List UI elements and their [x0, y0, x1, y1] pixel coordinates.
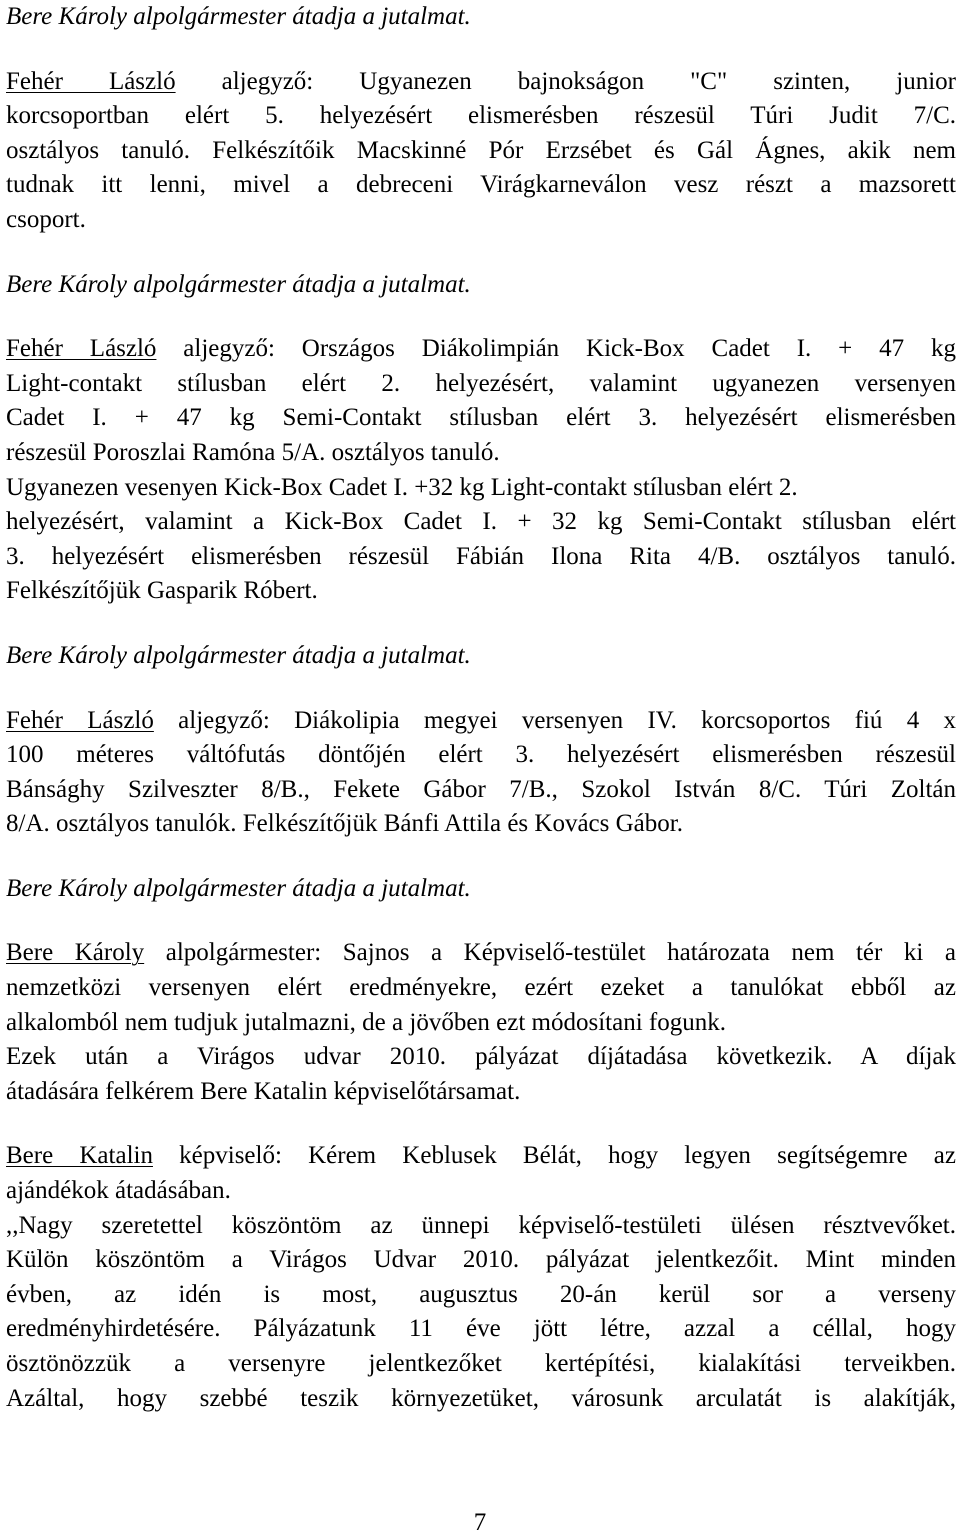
- speech-paragraph: [6, 1139, 956, 1416]
- line-text: alpolgármester: Sajnos a Képviselő-testület határozata nem tér ki a: [144, 939, 956, 967]
- text-line: tudnak itt lenni, mivel a debreceni Virágkarneválon vesz részt a mazsorett: [6, 171, 956, 199]
- text-line: eredményhirdetésére. Pályázatunk 11 éve jött létre, azzal a céllal, hogy: [6, 1315, 956, 1343]
- speech-paragraph: [6, 936, 956, 1109]
- document-page: [6, 0, 956, 1416]
- speech-paragraph: [6, 704, 956, 842]
- action-line: Bere Károly alpolgármester átadja a jutalmat.: [6, 3, 471, 30]
- text-line: Felkészítőjük Gasparik Róbert.: [6, 577, 318, 605]
- page-number: 7: [473, 1509, 487, 1536]
- text-line: részesül Poroszlai Ramóna 5/A. osztályos tanuló.: [6, 438, 500, 466]
- spacer: [6, 906, 956, 936]
- text-line: átadására felkérem Bere Katalin képviselőtársamat.: [6, 1077, 521, 1105]
- speaker-name: Fehér László: [6, 706, 154, 734]
- text-line: Light-contakt stílusban elért 2. helyezésért, valamint ugyanezen versenyen: [6, 369, 956, 397]
- line-text: aljegyző: Ugyanezen bajnokságon "C" szinten, junior: [175, 67, 957, 95]
- text-line: ajándékok átadásában.: [6, 1177, 231, 1205]
- text-line: Azáltal, hogy szebbé teszik környezetüket, városunk arculatát is alakítják,: [6, 1384, 956, 1412]
- text-line: ,,Nagy szeretettel köszöntöm az ünnepi képviselő-testületi ülésen résztvevőket.: [6, 1211, 956, 1239]
- text-line: Cadet I. + 47 kg Semi-Contakt stílusban elért 3. helyezésért elismerésben: [6, 404, 956, 432]
- spacer: [6, 1109, 956, 1139]
- line-text: képviselő: Kérem Keblusek Bélát, hogy legyen segítségemre az: [152, 1142, 956, 1170]
- spacer: [6, 674, 956, 704]
- speech-paragraph: [6, 332, 956, 609]
- text-line: nemzetközi versenyen elért eredményekre, ezért ezeket a tanulókat ebből az: [6, 974, 956, 1002]
- action-line: Bere Károly alpolgármester átadja a jutalmat.: [6, 874, 471, 902]
- text-line: [6, 704, 956, 739]
- spacer: [6, 238, 956, 268]
- speaker-name: Bere Katalin: [6, 1142, 153, 1170]
- text-line: Ugyanezen vesenyen Kick-Box Cadet I. +32 kg Light-contakt stílusban elért 2.: [6, 473, 798, 501]
- text-line: [6, 65, 956, 100]
- speech-paragraph: [6, 65, 956, 238]
- text-line: [6, 936, 956, 971]
- text-line: [6, 332, 956, 367]
- speaker-name: Bere Károly: [6, 939, 145, 967]
- text-line: Külön köszöntöm a Virágos Udvar 2010. pályázat jelentkezőit. Mint minden: [6, 1246, 956, 1274]
- spacer: [6, 35, 956, 65]
- text-line: alkalomból nem tudjuk jutalmazni, de a jövőben ezt módosítani fogunk.: [6, 1008, 726, 1036]
- text-line: 8/A. osztályos tanulók. Felkészítőjük Bánfi Attila és Kovács Gábor.: [6, 810, 683, 838]
- text-line: Ezek után a Virágos udvar 2010. pályázat díjátadása következik. A díjak: [6, 1043, 956, 1071]
- spacer: [6, 842, 956, 872]
- text-line: osztályos tanuló. Felkészítőik Macskinné Pór Erzsébet és Gál Ágnes, akik nem: [6, 136, 956, 164]
- text-line: 3. helyezésért elismerésben részesül Fábián Ilona Rita 4/B. osztályos tanuló.: [6, 542, 956, 570]
- speaker-name: Fehér László: [6, 335, 157, 363]
- text-line: Bánsághy Szilveszter 8/B., Fekete Gábor 7/B., Szokol István 8/C. Túri Zoltán: [6, 775, 956, 803]
- action-line: Bere Károly alpolgármester átadja a jutalmat.: [6, 270, 471, 298]
- text-line: korcsoportban elért 5. helyezésért elismerésben részesül Túri Judit 7/C.: [6, 102, 956, 130]
- line-text: aljegyző: Országos Diákolimpián Kick-Box Cadet I. + 47 kg: [156, 335, 956, 363]
- spacer: [6, 302, 956, 332]
- line-text: aljegyző: Diákolipia megyei versenyen IV. korcsoportos fiú 4 x: [153, 706, 956, 734]
- text-line: 100 méteres váltófutás döntőjén elért 3. helyezésért elismerésben részesül: [6, 741, 956, 769]
- text-line: évben, az idén is most, augusztus 20-án kerül sor a verseny: [6, 1280, 956, 1308]
- spacer: [6, 609, 956, 639]
- text-line: csoport.: [6, 205, 86, 233]
- speaker-name: Fehér László: [6, 67, 176, 95]
- text-line: ösztönözzük a versenyre jelentkezőket kertépítési, kialakítási terveikben.: [6, 1350, 956, 1377]
- action-line: Bere Károly alpolgármester átadja a jutalmat.: [6, 641, 471, 669]
- text-line: helyezésért, valamint a Kick-Box Cadet I. + 32 kg Semi-Contakt stílusban elért: [6, 508, 956, 536]
- text-line: [6, 1139, 956, 1174]
